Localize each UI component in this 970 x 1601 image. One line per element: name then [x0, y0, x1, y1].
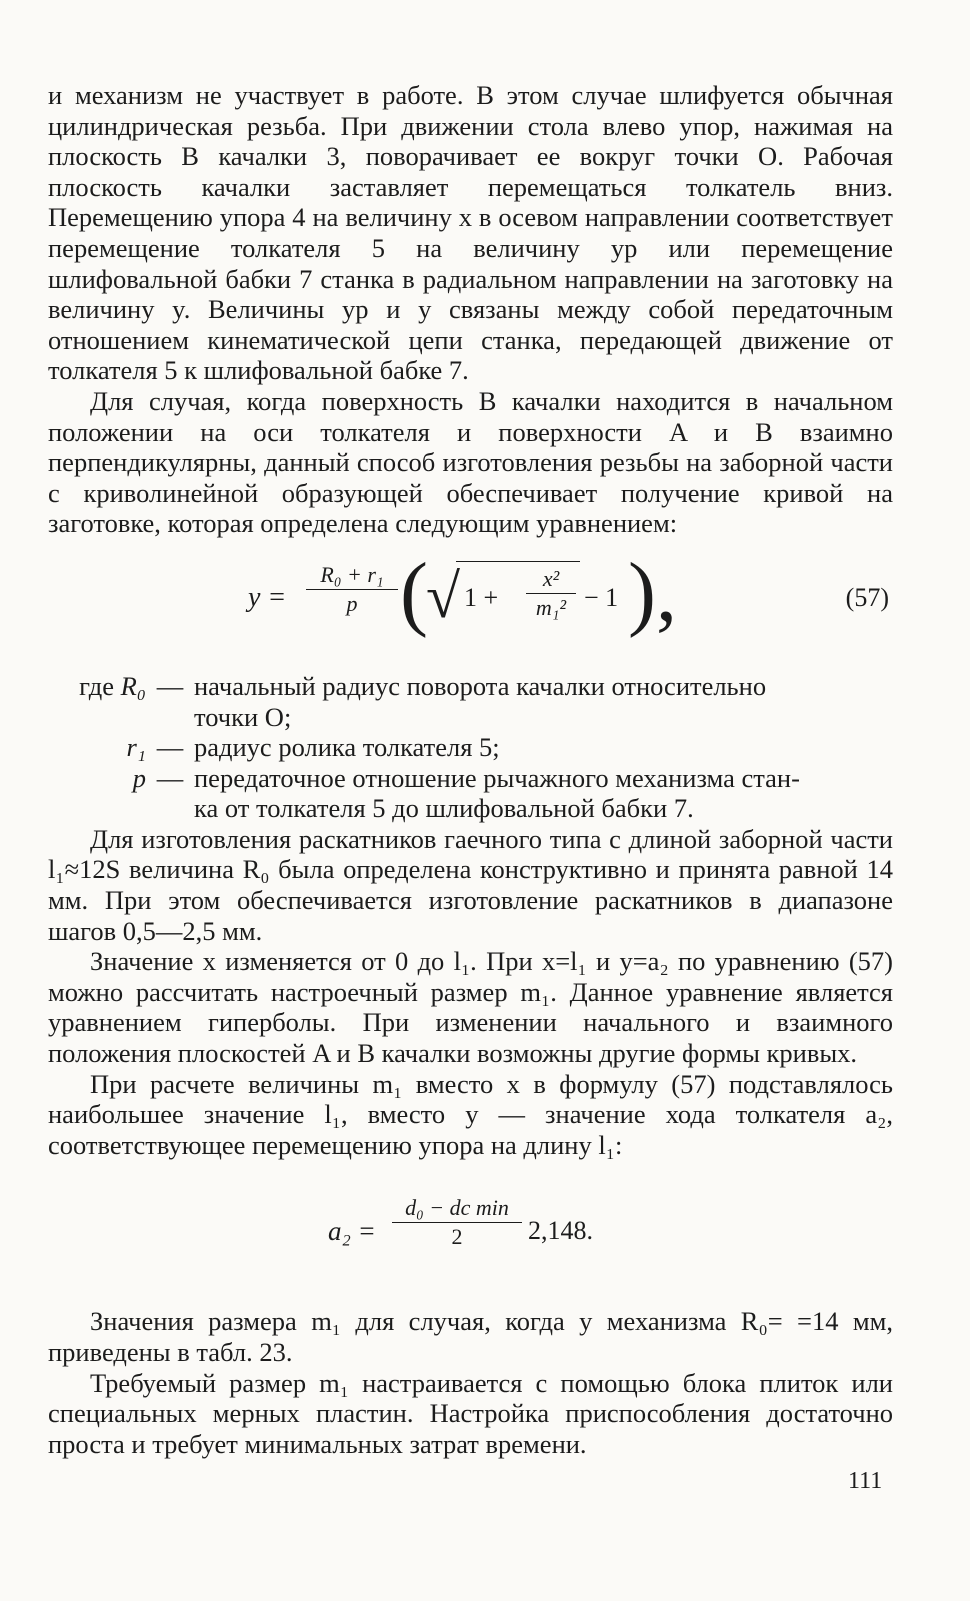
definition-symbol: где R₀	[79, 670, 146, 701]
formula-57-one-plus: 1 +	[464, 582, 499, 612]
definition-continuation	[48, 793, 893, 824]
formula-57-minus-one: − 1	[584, 582, 619, 612]
paragraph-2: Для случая, когда поверхность B качалки находится в начальном положении на оси толкателя и поверхности A и B взаимно перпендикулярны, данный способ изготовления резьбы на заборной части с криволинейной образующей обеспечивает получение кривой на заготовке, которая определена следующим уравнением:	[48, 385, 893, 539]
formula-57-fraction	[306, 561, 398, 618]
definition-continuation	[48, 702, 893, 733]
formula-57-lhs: y =	[248, 581, 287, 613]
paragraph-6: Значения размера m₁ для случая, когда у механизма R₀= =14 мм, приведены в табл. 23.	[48, 1306, 893, 1367]
left-paren: (	[400, 545, 428, 639]
definition-row	[48, 732, 893, 763]
page-number: 111	[848, 1468, 883, 1494]
formula-a2-denominator: 2	[451, 1224, 463, 1250]
definition-text-cont: ка от толкателя 5 до шлифовальной бабки 7.	[194, 793, 694, 824]
definition-text-cont: точки O;	[194, 701, 292, 732]
inner-numerator: x²	[542, 565, 560, 591]
definition-dash: —	[156, 670, 184, 701]
definition-text: начальный радиус поворота качалки относительно	[194, 670, 767, 701]
paragraph-7: Требуемый размер m₁ настраивается с помощью блока плиток или специальных мерных пластин. Настройка приспособления достаточно проста и требует минимальных затрат времени.	[48, 1367, 893, 1459]
inner-denominator: m₁²	[535, 594, 567, 620]
paragraph-5: При расчете величины m₁ вместо x в формулу (57) подставлялось наибольшее значение l₁, вместо y — значение хода толкателя a₂, соответствующее перемещению упора на длину l₁:	[48, 1068, 893, 1160]
definition-dash: —	[156, 762, 184, 793]
definition-text: радиус ролика толкателя 5;	[194, 732, 500, 763]
page-text	[48, 80, 893, 1459]
definition-row	[48, 671, 893, 702]
definition-row	[48, 763, 893, 794]
paragraph-4: Значение x изменяется от 0 до l₁. При x=l₁ и y=a₂ по уравнению (57) можно рассчитать настроечный размер m₁. Данное уравнение является уравнением гиперболы. При изменении начального и взаимного положения плоскостей A и B качалки возможны другие формы кривых.	[48, 946, 893, 1069]
definition-symbol: p	[132, 762, 146, 793]
formula-a2-fraction	[392, 1194, 522, 1251]
definitions-list	[48, 671, 893, 824]
formula-a2-coefficient: 2,148.	[528, 1216, 593, 1246]
paragraph-3: Для изготовления раскатников гаечного типа с длиной заборной части l₁≈12S величина R₀ была определена конструктивно и принята равной 14 мм. При этом обеспечивается изготовление раскатников в диапазоне шагов 0,5—2,5 мм.	[48, 823, 893, 946]
equation-number: (57)	[845, 582, 889, 612]
formula-57-numerator: R₀ + r₁	[320, 561, 384, 587]
formula-57-inner-fraction	[526, 565, 576, 622]
paragraph-1: и механизм не участвует в работе. В этом случае шлифуется обычная цилиндрическая резьба. При движении стола влево упор, нажимая на плоскость B качалки 3, поворачивает ее вокруг точки O. Рабочая плоскость качалки заставляет перемещаться толкатель вниз. Перемещению упора 4 на величину x в осевом направлении соответствует перемещение толкателя 5 на величину yр или перемещение шлифовальной бабки 7 станка в радиальном направлении на заготовку на величину y. Величины yр и y связаны между собой передаточным отношением кинематической цепи станка, передающей движение от толкателя 5 к шлифовальной бабке 7.	[48, 80, 893, 386]
right-paren: ),	[628, 545, 677, 639]
formula-57	[48, 547, 893, 665]
sqrt-overline	[456, 561, 580, 562]
definition-symbol: r₁	[126, 732, 146, 763]
definition-dash: —	[156, 732, 184, 763]
formula-a2-numerator: d₀ − dc min	[405, 1195, 509, 1221]
sqrt-sign: √	[426, 562, 461, 631]
formula-a2	[48, 1182, 893, 1278]
formula-a2-lhs: a₂ =	[328, 1216, 376, 1247]
definition-text: передаточное отношение рычажного механизма стан-	[194, 762, 800, 793]
formula-57-denominator: p	[346, 590, 358, 616]
